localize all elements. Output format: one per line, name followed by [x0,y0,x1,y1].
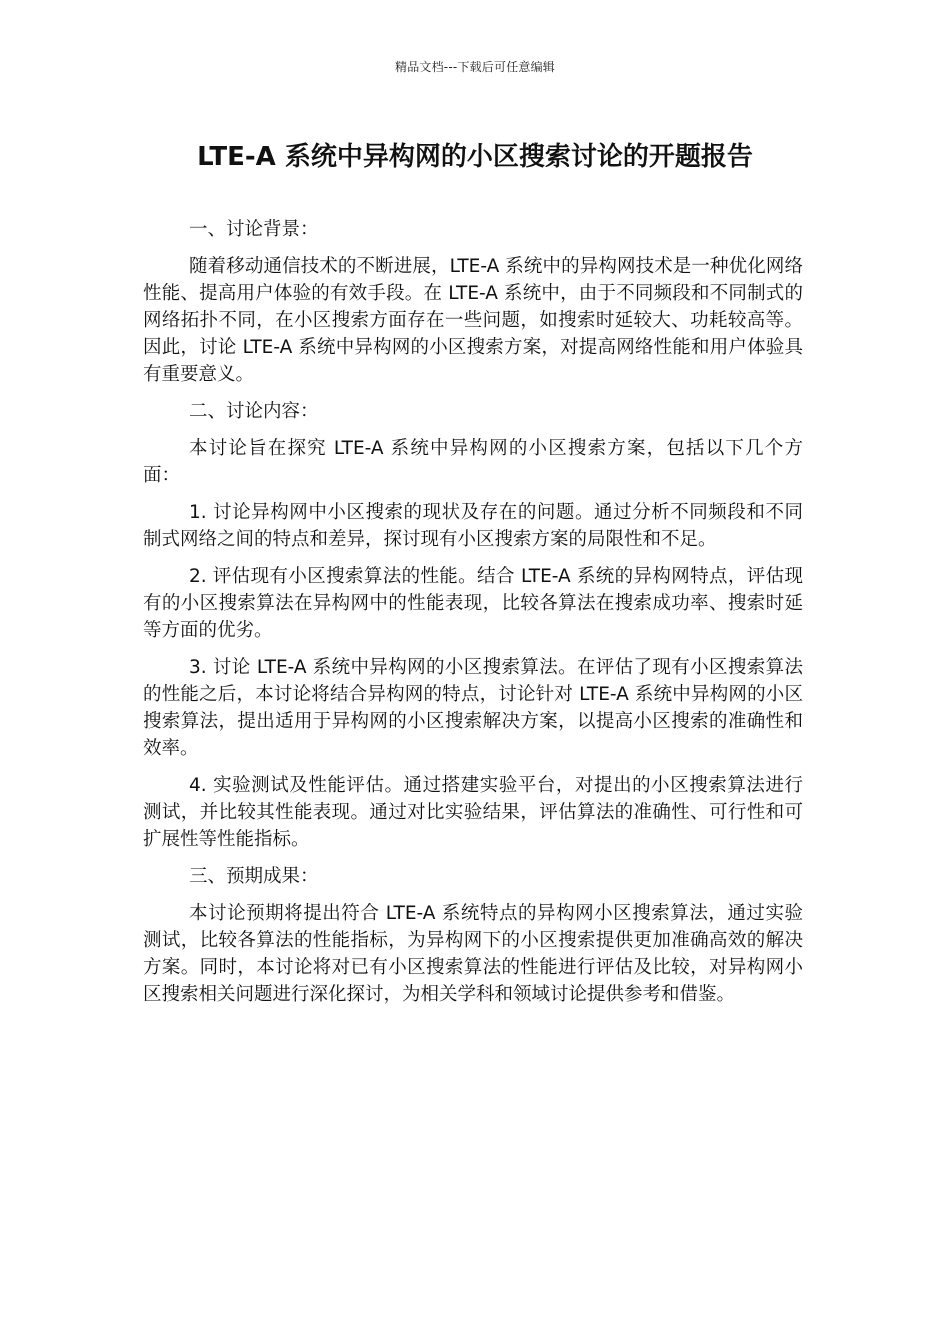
paragraph-background: 随着移动通信技术的不断进展，LTE-A 系统中的异构网技术是一种优化网络性能、提高用户体验的有效手段。在 LTE-A 系统中，由于不同频段和不同制式的网络拓扑不同，在小区搜索方面存在一些问题，如搜索时延较大、功耗较高等。因此，讨论 LTE-A 系统中异构网的小区搜索方案，对提高网络性能和用户体验具有重要意义。 [143,256,803,385]
document-body [143,216,803,1018]
list-item: 3. 讨论 LTE-A 系统中异构网的小区搜索算法。在评估了现有小区搜索算法的性能之后，本讨论将结合异构网的特点，讨论针对 LTE-A 系统中异构网的小区搜索算法，提出适用于异构网的小区搜索解决方案，以提高小区搜索的准确性和效率。 [143,657,803,759]
running-header: 精品文档---下载后可任意编辑 [395,60,555,74]
list-item: 2. 评估现有小区搜索算法的性能。结合 LTE-A 系统的异构网特点，评估现有的小区搜索算法在异构网中的性能表现，比较各算法在搜索成功率、搜索时延等方面的优劣。 [143,566,803,641]
paragraph-content-intro: 本讨论旨在探究 LTE-A 系统中异构网的小区搜索方案，包括以下几个方面： [143,438,803,486]
section-heading-expected-results: 三、预期成果： [189,866,319,887]
list-item: 1. 讨论异构网中小区搜索的现状及存在的问题。通过分析不同频段和不同制式网络之间的特点和差异，探讨现有小区搜索方案的局限性和不足。 [143,502,803,550]
document-title: LTE-A 系统中异构网的小区搜索讨论的开题报告 [197,142,753,172]
section-heading-background: 一、讨论背景： [189,219,319,240]
paragraph-expected-results: 本讨论预期将提出符合 LTE-A 系统特点的异构网小区搜索算法，通过实验测试，比较各算法的性能指标，为异构网下的小区搜索提供更加准确高效的解决方案。同时，本讨论将对已有小区搜索算法的性能进行评估及比较，对异构网小区搜索相关问题进行深化探讨，为相关学科和领域讨论提供参考和借鉴。 [143,903,803,1005]
section-heading-content: 二、讨论内容： [189,401,319,422]
list-item: 4. 实验测试及性能评估。通过搭建实验平台，对提出的小区搜索算法进行测试，并比较其性能表现。通过对比实验结果，评估算法的准确性、可行性和可扩展性等性能指标。 [143,775,803,850]
